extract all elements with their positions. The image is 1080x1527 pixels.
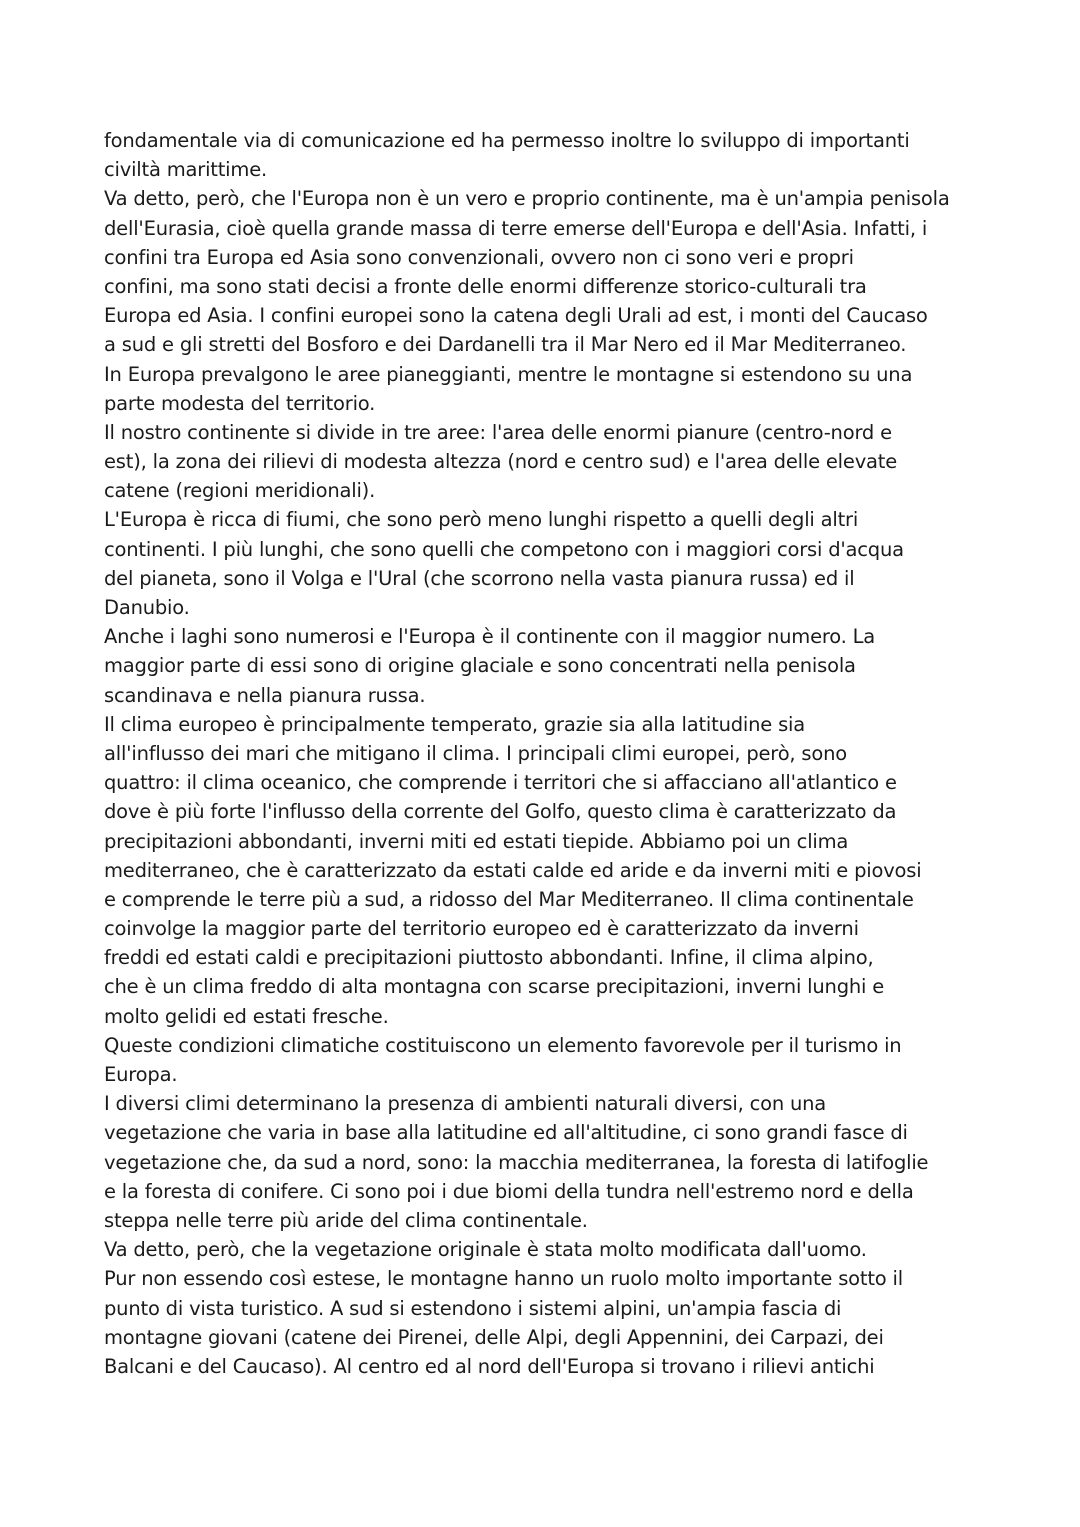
text-line: molto gelidi ed estati fresche. xyxy=(104,1004,389,1028)
text-line: dove è più forte l'influsso della corrente del Golfo, questo clima è caratterizzato da xyxy=(104,800,897,824)
text-line: Europa ed Asia. I confini europei sono la catena degli Urali ad est, i monti del Caucaso xyxy=(104,304,928,328)
text-line: vegetazione che, da sud a nord, sono: la macchia mediterranea, la foresta di latifoglie xyxy=(104,1150,929,1174)
text-line: dell'Eurasia, cioè quella grande massa di terre emerse dell'Europa e dell'Asia. Infatti, i xyxy=(104,216,928,240)
text-line: Balcani e del Caucaso). Al centro ed al nord dell'Europa si trovano i rilievi antichi xyxy=(104,1354,875,1378)
text-line: vegetazione che varia in base alla latitudine ed all'altitudine, ci sono grandi fasce di xyxy=(104,1121,908,1145)
text-body xyxy=(104,126,984,1381)
text-line: coinvolge la maggior parte del territorio europeo ed è caratterizzato da inverni xyxy=(104,917,859,941)
text-line: Il nostro continente si divide in tre aree: l'area delle enormi pianure (centro-nord e xyxy=(104,420,892,444)
text-line: parte modesta del territorio. xyxy=(104,391,376,415)
text-line: est), la zona dei rilievi di modesta altezza (nord e centro sud) e l'area delle elevate xyxy=(104,450,898,474)
text-line: Pur non essendo così estese, le montagne hanno un ruolo molto importante sotto il xyxy=(104,1267,903,1291)
text-line: Danubio. xyxy=(104,596,190,619)
text-line: Anche i laghi sono numerosi e l'Europa è il continente con il maggior numero. La xyxy=(104,625,876,649)
text-line: mediterraneo, che è caratterizzato da estati calde ed aride e da inverni miti e piovosi xyxy=(104,858,922,882)
text-line: scandinava e nella pianura russa. xyxy=(104,683,426,707)
text-line: I diversi climi determinano la presenza di ambienti naturali diversi, con una xyxy=(104,1092,827,1116)
text-line: freddi ed estati caldi e precipitazioni piuttosto abbondanti. Infine, il clima alpino, xyxy=(104,946,874,970)
text-line: punto di vista turistico. A sud si estendono i sistemi alpini, un'ampia fascia di xyxy=(104,1296,842,1320)
text-line: Va detto, però, che l'Europa non è un vero e proprio continente, ma è un'ampia penisola xyxy=(104,187,950,211)
text-line: all'influsso dei mari che mitigano il clima. I principali climi europei, però, sono xyxy=(104,741,848,765)
text-line: che è un clima freddo di alta montagna con scarse precipitazioni, inverni lunghi e xyxy=(104,975,885,999)
text-line: maggior parte di essi sono di origine glaciale e sono concentrati nella penisola xyxy=(104,654,856,678)
text-line: quattro: il clima oceanico, che comprende i territori che si affacciano all'atlantico e xyxy=(104,771,897,795)
text-line: Va detto, però, che la vegetazione originale è stata molto modificata dall'uomo. xyxy=(104,1238,867,1262)
text-line: Il clima europeo è principalmente temperato, grazie sia alla latitudine sia xyxy=(104,712,806,736)
text-line: a sud e gli stretti del Bosforo e dei Dardanelli tra il Mar Nero ed il Mar Mediterraneo. xyxy=(104,333,907,357)
text-line: confini tra Europa ed Asia sono convenzionali, ovvero non ci sono veri e propri xyxy=(104,245,854,269)
text-line: e comprende le terre più a sud, a ridosso del Mar Mediterraneo. Il clima continentale xyxy=(104,887,914,911)
text-line: e la foresta di conifere. Ci sono poi i due biomi della tundra nell'estremo nord e della xyxy=(104,1179,914,1203)
text-line: confini, ma sono stati decisi a fronte delle enormi differenze storico-culturali tra xyxy=(104,274,867,298)
text-line: In Europa prevalgono le aree pianeggianti, mentre le montagne si estendono su una xyxy=(104,362,913,386)
text-line: catene (regioni meridionali). xyxy=(104,479,376,503)
text-line: fondamentale via di comunicazione ed ha permesso inoltre lo sviluppo di importanti xyxy=(104,129,910,152)
text-line: del pianeta, sono il Volga e l'Ural (che scorrono nella vasta pianura russa) ed il xyxy=(104,566,855,590)
text-line: Europa. xyxy=(104,1063,178,1086)
text-line: Queste condizioni climatiche costituiscono un elemento favorevole per il turismo in xyxy=(104,1033,902,1057)
text-line: continenti. I più lunghi, che sono quelli che competono con i maggiori corsi d'acqua xyxy=(104,537,904,561)
text-line: precipitazioni abbondanti, inverni miti ed estati tiepide. Abbiamo poi un clima xyxy=(104,829,849,853)
text-line: civiltà marittime. xyxy=(104,158,267,182)
text-line: steppa nelle terre più aride del clima continentale. xyxy=(104,1208,588,1232)
text-line: L'Europa è ricca di fiumi, che sono però meno lunghi rispetto a quelli degli altri xyxy=(104,508,859,532)
text-line: montagne giovani (catene dei Pirenei, delle Alpi, degli Appennini, dei Carpazi, dei xyxy=(104,1325,884,1349)
